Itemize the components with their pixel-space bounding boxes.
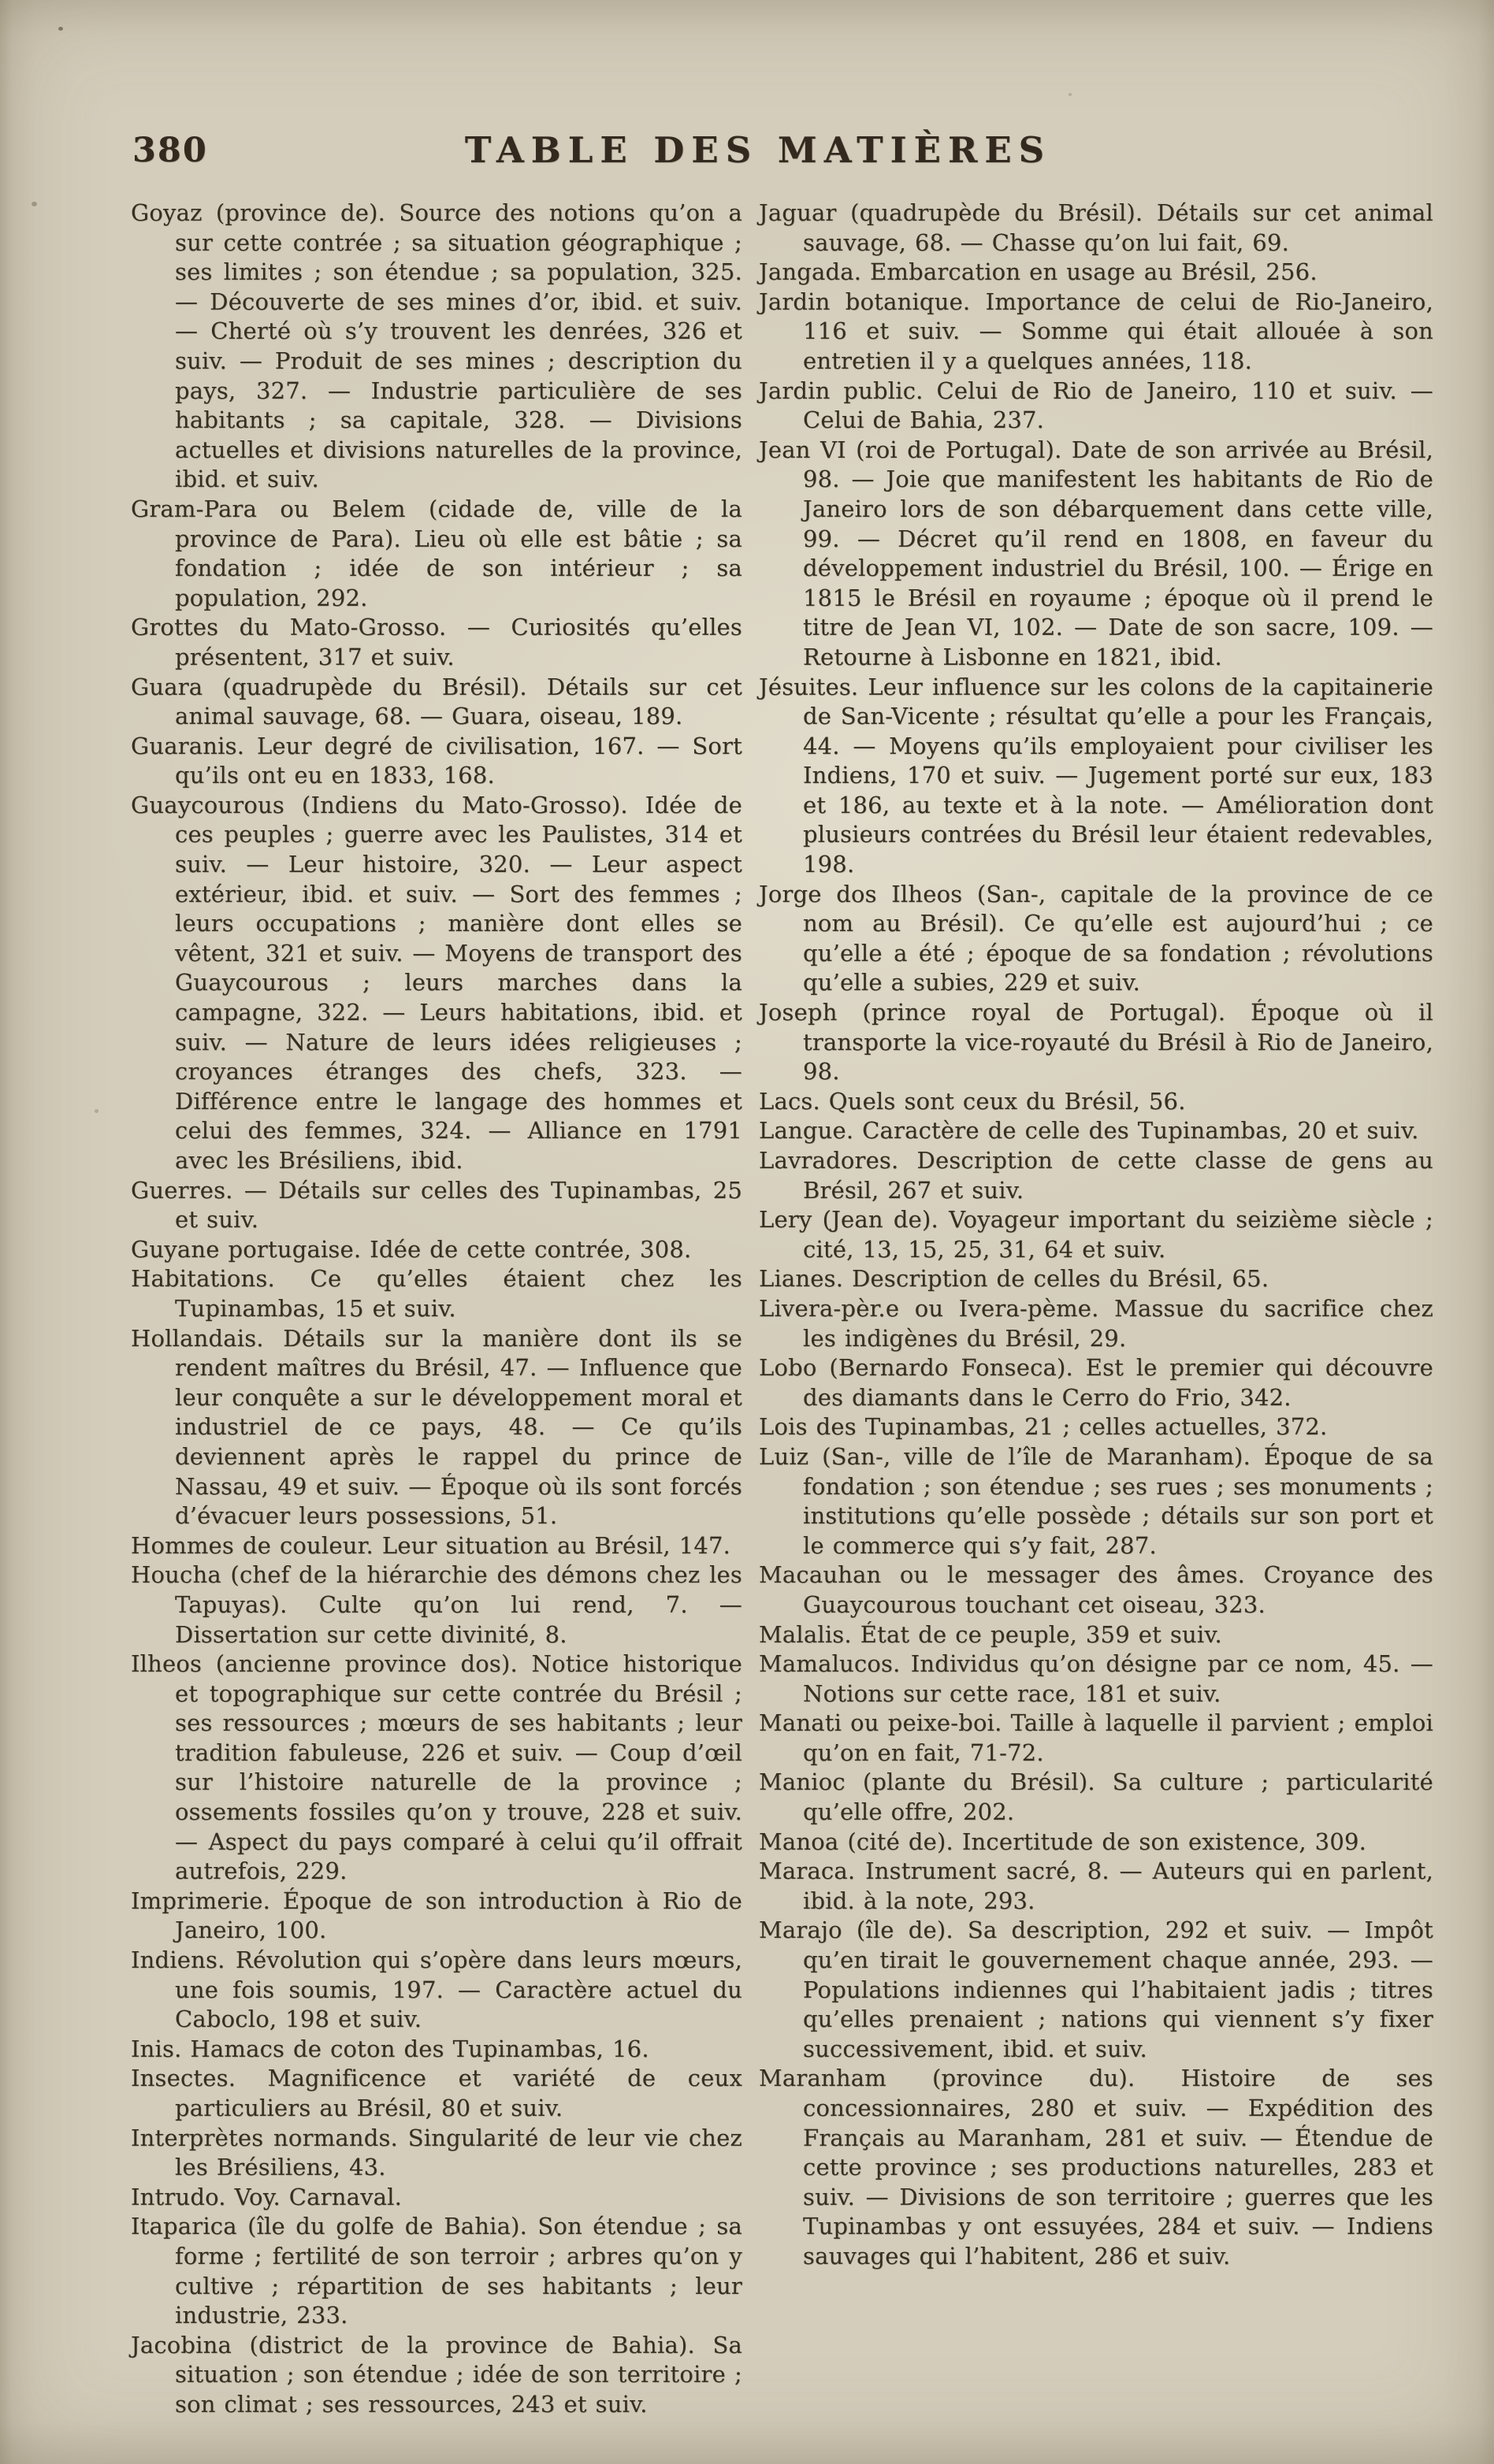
index-entry: Maraca. Instrument sacré, 8. — Auteurs qui en parlent, ibid. à la note, 293.: [759, 1857, 1433, 1914]
index-entry: Manioc (plante du Brésil). Sa culture ; particularité qu’elle offre, 202.: [759, 1768, 1433, 1826]
index-entry: Insectes. Magnificence et variété de ceux particuliers au Brésil, 80 et suiv.: [131, 2065, 742, 2121]
index-entry: Lavradores. Description de cette classe de gens au Brésil, 267 et suiv.: [759, 1147, 1433, 1204]
index-entry: Hommes de couleur. Leur situation au Brésil, 147.: [131, 1531, 731, 1559]
page-title: TABLE DES MATIÈRES: [464, 129, 1052, 171]
index-entry: Inis. Hamacs de coton des Tupinambas, 16.: [131, 2035, 649, 2062]
index-entry: Interprètes normands. Singularité de leur vie chez les Brésiliens, 43.: [131, 2124, 742, 2181]
index-entry: Jangada. Embarcation en usage au Brésil, 256.: [759, 258, 1317, 286]
left-column: [131, 199, 742, 2420]
index-entry: Langue. Caractère de celle des Tupinambas, 20 et suiv.: [759, 1117, 1419, 1145]
index-entry: Hollandais. Détails sur la manière dont ils se rendent maîtres du Brésil, 47. — Influence que leur conquête a sur le développement moral et industriel de ce pays, 48. — Ce qu’ils deviennent après le rappel du prince de Nassau, 49 et suiv. — Époque où ils sont forcés d’évacuer leurs possessions, 51.: [131, 1324, 742, 1530]
index-entry: Malalis. État de ce peuple, 359 et suiv.: [759, 1620, 1222, 1648]
index-entry: Manati ou peixe-boi. Taille à laquelle il parvient ; emploi qu’on en fait, 71-72.: [759, 1709, 1433, 1766]
scan-speck: [58, 27, 63, 31]
index-entry: Itaparica (île du golfe de Bahia). Son étendue ; sa forme ; fertilité de son terroir ; arbres qu’on y cultive ; répartition de ses habitants ; leur industrie, 233.: [131, 2213, 742, 2329]
index-entry: Guara (quadrupède du Brésil). Détails sur cet animal sauvage, 68. — Guara, oiseau, 189.: [131, 673, 742, 730]
scan-speck: [95, 1109, 98, 1113]
index-entry: Guaranis. Leur degré de civilisation, 167. — Sort qu’ils ont eu en 1833, 168.: [131, 732, 742, 789]
right-column: [759, 199, 1433, 2272]
scan-speck: [32, 202, 37, 206]
index-entry: Marajo (île de). Sa description, 292 et suiv. — Impôt qu’en tirait le gouvernement chaque année, 293. — Populations indiennes qui l’habitaient jadis ; titres qu’elles prenaient ; nations qui viennent s’y fixer successivement, ibid. et suiv.: [759, 1917, 1433, 2062]
index-entry: Luiz (San-, ville de l’île de Maranham). Époque de sa fondation ; son étendue ; ses rues ; ses monuments ; institutions qu’elle possède ; détails sur son port et le commerce qui s’y fait, 287.: [759, 1442, 1433, 1559]
index-entry: Indiens. Révolution qui s’opère dans leurs mœurs, une fois soumis, 197. — Caractère actuel du Caboclo, 198 et suiv.: [131, 1946, 742, 2033]
index-entry: Maranham (province du). Histoire de ses concessionnaires, 280 et suiv. — Expédition des Français au Maranham, 281 et suiv. — Étendue de cette province ; ses productions naturelles, 283 et suiv. — Divisions de son territoire ; guerres que les Tupinambas y ont essuyées, 284 et suiv. — Indiens sauvages qui l’habitent, 286 et suiv.: [759, 2065, 1433, 2269]
index-entry: Jardin public. Celui de Rio de Janeiro, 110 et suiv. — Celui de Bahia, 237.: [759, 377, 1433, 434]
index-entry: Habitations. Ce qu’elles étaient chez les Tupinambas, 15 et suiv.: [131, 1265, 742, 1322]
index-entry: Jésuites. Leur influence sur les colons de la capitainerie de San-Vicente ; résultat qu’elle a pour les Français, 44. — Moyens qu’ils employaient pour civiliser les Indiens, 170 et suiv. — Jugement porté sur eux, 183 et 186, au texte et à la note. — Amélioration dont plusieurs contrées du Brésil leur étaient redevables, 198.: [759, 673, 1433, 878]
index-entry: Gram-Para ou Belem (cidade de, ville de la province de Para). Lieu où elle est bâtie ; sa fondation ; idée de son intérieur ; sa population, 292.: [131, 495, 742, 611]
index-entry: Jaguar (quadrupède du Brésil). Détails sur cet animal sauvage, 68. — Chasse qu’on lui fait, 69.: [759, 199, 1433, 256]
index-entry: Ilheos (ancienne province dos). Notice historique et topographique sur cette contrée du Brésil ; ses ressources ; mœurs de ses habitants ; leur tradition fabuleuse, 226 et suiv. — Coup d’œil sur l’histoire naturelle de la province ; ossements fossiles qu’on y trouve, 228 et suiv. — Aspect du pays comparé à celui qu’il offrait autrefois, 229.: [131, 1650, 742, 1885]
index-entry: Lacs. Quels sont ceux du Brésil, 56.: [759, 1087, 1186, 1115]
index-entry: Jean VI (roi de Portugal). Date de son arrivée au Brésil, 98. — Joie que manifestent les habitants de Rio de Janeiro lors de son débarquement dans cette ville, 99. — Décret qu’il rend en 1808, en faveur du développement industriel du Brésil, 100. — Érige en 1815 le Brésil en royaume ; époque où il prend le titre de Jean VI, 102. — Date de son sacre, 109. — Retourne à Lisbonne en 1821, ibid.: [759, 436, 1433, 670]
index-entry: Jardin botanique. Importance de celui de Rio-Janeiro, 116 et suiv. — Somme qui était allouée à son entretien il y a quelques années, 118.: [759, 288, 1433, 374]
index-entry: Manoa (cité de). Incertitude de son existence, 309.: [759, 1828, 1367, 1855]
index-entry: Guerres. — Détails sur celles des Tupinambas, 25 et suiv.: [131, 1176, 742, 1234]
page-number: 380: [132, 131, 208, 170]
index-entry: Goyaz (province de). Source des notions qu’on a sur cette contrée ; sa situation géographique ; ses limites ; son étendue ; sa population, 325. — Découverte de ses mines d’or, ibid. et suiv. — Cherté où s’y trouvent les denrées, 326 et suiv. — Produit de ses mines ; description du pays, 327. — Industrie particulière de ses habitants ; sa capitale, 328. — Divisions actuelles et divisions naturelles de la province, ibid. et suiv.: [131, 199, 742, 493]
index-entry: Joseph (prince royal de Portugal). Époque où il transporte la vice-royauté du Brésil à Rio de Janeiro, 98.: [759, 999, 1433, 1085]
index-entry: Houcha (chef de la hiérarchie des démons chez les Tapuyas). Culte qu’on lui rend, 7. — Dissertation sur cette divinité, 8.: [131, 1561, 742, 1648]
index-entry: Intrudo. Voy. Carnaval.: [131, 2183, 403, 2210]
index-entry: Lery (Jean de). Voyageur important du seizième siècle ; cité, 13, 15, 25, 31, 64 et suiv.: [759, 1206, 1433, 1263]
index-entry: Mamalucos. Individus qu’on désigne par ce nom, 45. — Notions sur cette race, 181 et suiv.: [759, 1650, 1433, 1707]
index-entry: Lianes. Description de celles du Brésil, 65.: [759, 1265, 1269, 1293]
index-entry: Guyane portugaise. Idée de cette contrée, 308.: [131, 1235, 692, 1263]
index-entry: Jacobina (district de la province de Bahia). Sa situation ; son étendue ; idée de son territoire ; son climat ; ses ressources, 243 et suiv.: [131, 2331, 742, 2418]
index-entry: Imprimerie. Époque de son introduction à Rio de Janeiro, 100.: [131, 1887, 742, 1944]
index-entry: Grottes du Mato-Grosso. — Curiosités qu’elles présentent, 317 et suiv.: [131, 614, 742, 670]
scan-speck: [1068, 93, 1072, 96]
index-entry: Lobo (Bernardo Fonseca). Est le premier qui découvre des diamants dans le Cerro do Frio, 342.: [759, 1354, 1433, 1411]
index-entry: Macauhan ou le messager des âmes. Croyance des Guaycourous touchant cet oiseau, 323.: [759, 1561, 1433, 1618]
index-entry: Guaycourous (Indiens du Mato-Grosso). Idée de ces peuples ; guerre avec les Paulistes, 314 et suiv. — Leur histoire, 320. — Leur aspect extérieur, ibid. et suiv. — Sort des femmes ; leurs occupations ; manière dont elles se vêtent, 321 et suiv. — Moyens de transport des Guaycourous ; leurs marches dans la campagne, 322. — Leurs habitations, ibid. et suiv. — Nature de leurs idées religieuses ; croyances étranges des chefs, 323. — Différence entre le langage des hommes et celui des femmes, 324. — Alliance en 1791 avec les Brésiliens, ibid.: [131, 791, 742, 1174]
index-entry: Jorge dos Ilheos (San-, capitale de la province de ce nom au Brésil). Ce qu’elle est aujourd’hui ; ce qu’elle a été ; époque de sa fondation ; révolutions qu’elle a subies, 229 et suiv.: [759, 880, 1433, 996]
index-entry: Livera-pèr.e ou Ivera-pème. Massue du sacrifice chez les indigènes du Brésil, 29.: [759, 1294, 1433, 1352]
index-entry: Lois des Tupinambas, 21 ; celles actuelles, 372.: [759, 1413, 1328, 1441]
